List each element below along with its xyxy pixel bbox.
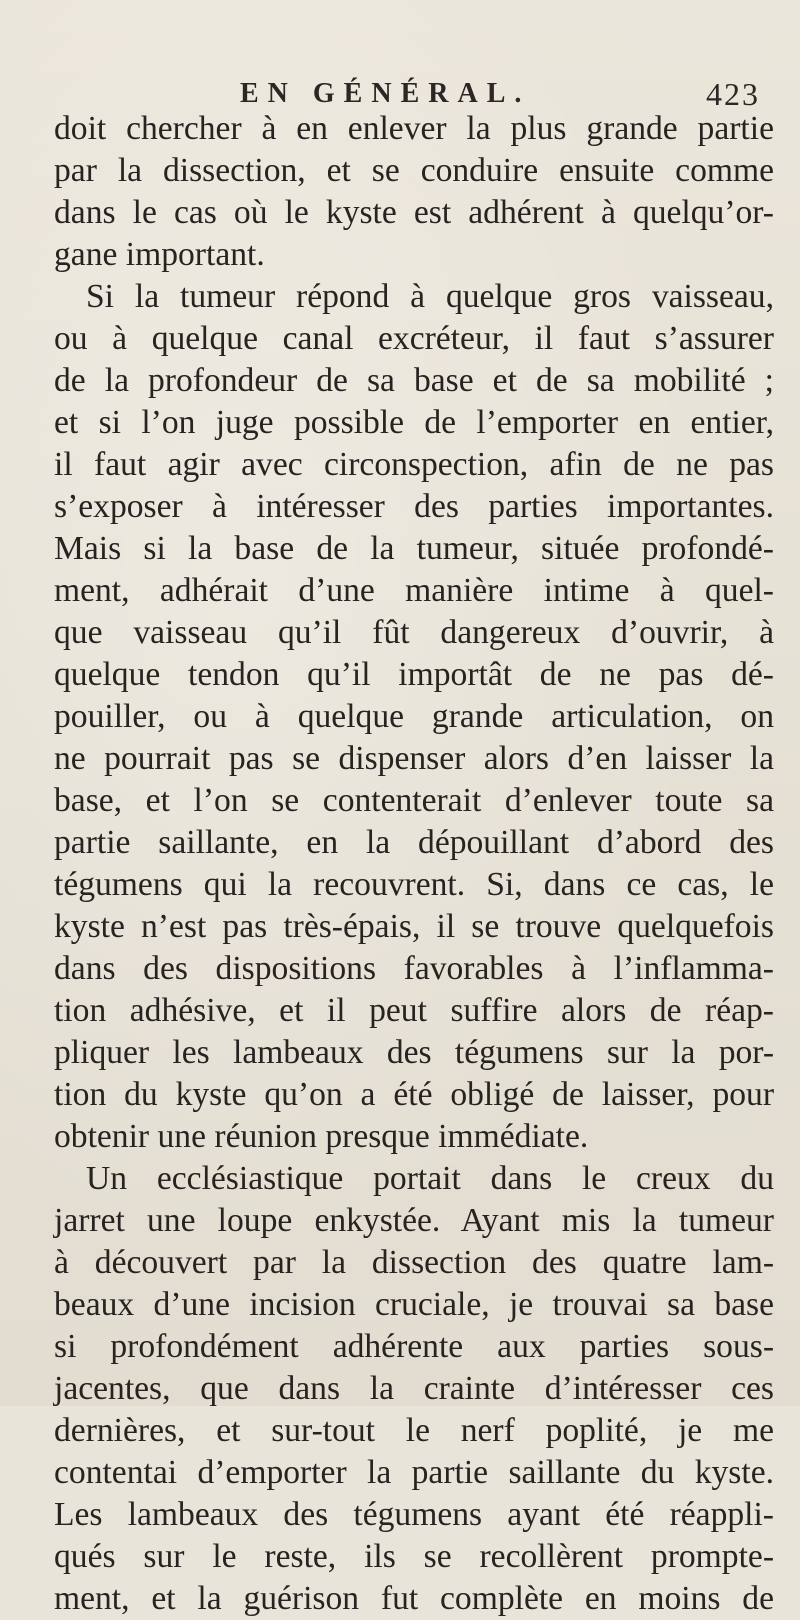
text-line: Un ecclésiastique portait dans le creux du	[86, 1160, 774, 1197]
text-line: qués sur le reste, ils se recollèrent prompte-	[54, 1538, 774, 1575]
page-number: 423	[706, 76, 760, 112]
text-line: ne pourrait pas se dispenser alors d’en laisser la	[54, 740, 774, 777]
text-line: par la dissection, et se conduire ensuite comme	[54, 152, 774, 189]
text-line: quelque tendon qu’il importât de ne pas dé-	[54, 656, 774, 693]
text-line: ou à quelque canal excréteur, il faut s’assurer	[54, 320, 774, 357]
text-line: s’exposer à intéresser des parties importantes.	[54, 488, 774, 525]
text-line: dans le cas où le kyste est adhérent à quelqu’or-	[54, 194, 774, 231]
text-line: jarret une loupe enkystée. Ayant mis la tumeur	[54, 1202, 774, 1239]
text-line: Mais si la base de la tumeur, située profondé-	[54, 530, 774, 567]
text-line: tégumens qui la recouvrent. Si, dans ce cas, le	[54, 866, 774, 903]
text-line: il faut agir avec circonspection, afin de ne pas	[54, 446, 774, 483]
text-line: tion adhésive, et il peut suffire alors de réap-	[54, 992, 774, 1029]
text-line: ment, et la guérison fut complète en moins de	[54, 1580, 774, 1617]
text-line: gane important.	[54, 236, 265, 273]
text-line: tion du kyste qu’on a été obligé de laisser, pour	[54, 1076, 774, 1113]
text-line: et si l’on juge possible de l’emporter en entier,	[54, 404, 774, 441]
text-line: jacentes, que dans la crainte d’intéresser ces	[54, 1370, 774, 1407]
text-line: à découvert par la dissection des quatre lam-	[54, 1244, 774, 1281]
text-line: Si la tumeur répond à quelque gros vaisseau,	[86, 278, 774, 315]
body-text	[54, 108, 774, 1620]
text-line: pouiller, ou à quelque grande articulation, on	[54, 698, 774, 735]
running-head: EN GÉNÉRAL.	[240, 78, 531, 109]
text-line: obtenir une réunion presque immédiate.	[54, 1118, 589, 1155]
text-line: pliquer les lambeaux des tégumens sur la por-	[54, 1034, 774, 1071]
text-line: partie saillante, en la dépouillant d’abord des	[54, 824, 774, 861]
text-line: doit chercher à en enlever la plus grande partie	[54, 110, 774, 147]
text-line: ment, adhérait d’une manière intime à quel-	[54, 572, 774, 609]
text-line: beaux d’une incision cruciale, je trouvai sa base	[54, 1286, 774, 1323]
text-line: Les lambeaux des tégumens ayant été réappli-	[54, 1496, 774, 1533]
text-line: que vaisseau qu’il fût dangereux d’ouvrir, à	[54, 614, 774, 651]
text-line: de la profondeur de sa base et de sa mobilité ;	[54, 362, 774, 399]
text-line: dernières, et sur-tout le nerf poplité, je me	[54, 1412, 774, 1449]
text-line: base, et l’on se contenterait d’enlever toute sa	[54, 782, 774, 819]
text-line: contentai d’emporter la partie saillante du kyste.	[54, 1454, 774, 1491]
text-line: kyste n’est pas très-épais, il se trouve quelquefois	[54, 908, 774, 945]
text-line: si profondément adhérente aux parties sous-	[54, 1328, 774, 1365]
text-line: dans des dispositions favorables à l’inflamma-	[54, 950, 774, 987]
